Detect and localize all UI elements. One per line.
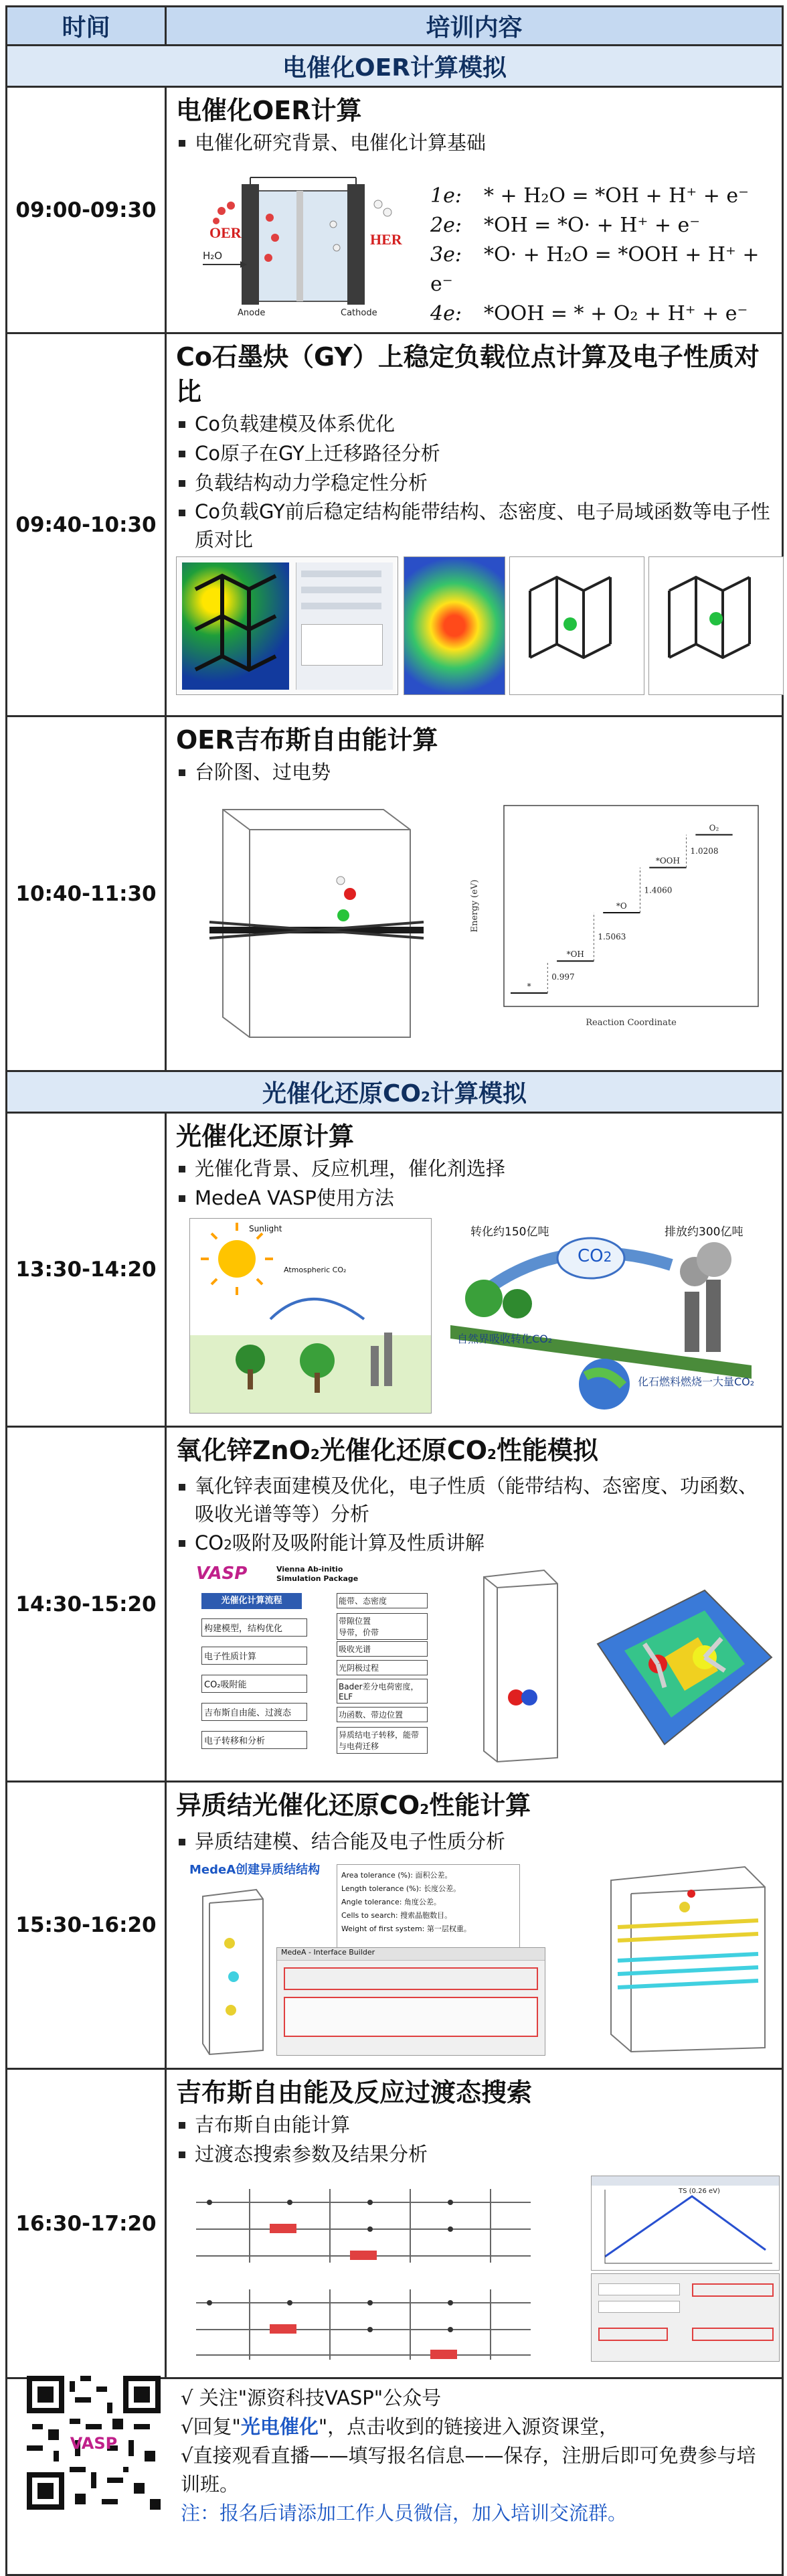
row-title: 电催化OER计算	[176, 96, 362, 125]
free-energy-chart	[464, 796, 772, 1053]
header-content: 培训内容	[166, 7, 783, 46]
step-value: 1.5063	[598, 932, 626, 942]
section-title-text: 计算模拟	[430, 1080, 527, 1108]
title-sub: 2	[487, 1446, 497, 1462]
state-label: *O	[616, 901, 627, 911]
photocatalysis-figure	[176, 1218, 776, 1419]
title-text: 光催化还原CO	[319, 1436, 488, 1465]
zno-cell-model-icon	[470, 1564, 571, 1764]
equation: *OOH = * + O₂ + H⁺ + e⁻	[484, 302, 748, 325]
state-label: O₂	[709, 823, 719, 833]
conversion-label: 转化约150亿吨	[470, 1225, 549, 1239]
row-title	[176, 1788, 776, 1827]
title-text: 氧化锌ZnO	[176, 1436, 311, 1465]
ts-energy-profile-window	[591, 2176, 780, 2271]
sunlight-label: Sunlight	[249, 1224, 282, 1233]
oer-free-energy-figure	[176, 792, 776, 1060]
flow-detail: 吸收光谱	[337, 1641, 428, 1657]
schedule-row	[7, 87, 783, 333]
section-title-sub: 2	[421, 1089, 430, 1105]
bullet-text: 吸附及吸附能计算及性质讲解	[232, 1531, 485, 1554]
emission-label: 排放约300亿吨	[665, 1225, 744, 1239]
bullet: MedeA VASP使用方法	[176, 1183, 776, 1213]
heterojunction-figure	[176, 1860, 776, 2061]
schedule-row	[7, 1782, 783, 2069]
footer-line: √ 关注"源资科技VASP"公众号	[181, 2386, 442, 2409]
row-content	[166, 716, 783, 1071]
row-time: 09:00-09:30	[7, 87, 166, 333]
eq-step: 3e:	[430, 243, 462, 267]
schedule-row	[7, 2069, 783, 2378]
row-title: 光催化还原计算	[176, 1122, 355, 1151]
zno-figure	[176, 1564, 776, 1764]
schedule-row	[7, 716, 783, 1071]
bullet: Co负载建模及体系优化	[176, 409, 776, 439]
header-time: 时间	[7, 7, 166, 46]
dialog-title: MedeA - Interface Builder	[277, 1948, 545, 1961]
flow-title: 光催化计算流程	[201, 1593, 302, 1609]
title-text: 性能计算	[429, 1791, 531, 1820]
ts-profile-icon	[592, 2176, 779, 2270]
row-title: Co石墨炔（GY）上稳定负载位点计算及电子性质对	[176, 342, 760, 372]
interface-builder-dialog	[276, 1947, 545, 2056]
flow-detail: Bader差分电荷密度，ELF	[337, 1679, 428, 1703]
schedule-table	[5, 5, 784, 2576]
co2-conversion-diagram	[444, 1218, 765, 1412]
charge-density-screenshot	[404, 556, 505, 695]
flow-detail: 带隙位置 导带，价带	[337, 1613, 428, 1640]
eq-step: 2e:	[430, 214, 462, 237]
qr-logo: VASP	[70, 2433, 118, 2453]
reaction-network-icon	[183, 2176, 557, 2363]
bullet-sub: 2	[224, 1537, 232, 1553]
state-label: *OH	[566, 950, 584, 960]
qr-code-icon[interactable]	[27, 2376, 161, 2510]
row-title	[176, 1433, 776, 1472]
step-diagram	[464, 796, 772, 1053]
row-content	[166, 2069, 783, 2378]
flow-step: 电子性质计算	[201, 1647, 307, 1665]
row-content	[166, 87, 783, 333]
bullet: 异质结建模、结合能及电子性质分析	[176, 1827, 776, 1856]
step-value: 0.997	[551, 972, 575, 982]
tip-item: Area tolerance (%): 面积公差。	[341, 1871, 452, 1880]
tip-item: Angle tolerance: 角度公差。	[341, 1898, 441, 1906]
step-value: 1.4060	[644, 885, 673, 895]
title-sub: 2	[310, 1446, 320, 1462]
row-time: 13:30-14:20	[7, 1113, 166, 1427]
row-content	[166, 1782, 783, 2069]
co2-text: CO	[578, 1246, 604, 1266]
table-header	[7, 7, 783, 46]
footer-line: √直接观看直播——填写报名信息——保存，注册后即可免费参与培训班。	[181, 2444, 756, 2496]
co2-sub: 2	[603, 1249, 612, 1265]
footer-line	[181, 2413, 770, 2441]
section-title: 电催化OER计算模拟	[7, 46, 783, 87]
row-title: OER吉布斯自由能计算	[176, 725, 438, 755]
carbon-cycle-diagram	[189, 1218, 432, 1414]
schedule-row	[7, 1427, 783, 1782]
charge-density-3d	[584, 1577, 778, 1758]
bullet	[176, 1528, 776, 1560]
co-gy-figure	[176, 556, 776, 697]
section-title-text: 光催化还原CO	[262, 1080, 422, 1108]
flow-detail: 异质结电子转移，能带与电荷迁移	[337, 1727, 428, 1754]
footer-text: √回复"	[181, 2415, 241, 2438]
fossil-label: 化石燃料燃烧一大量CO₂	[638, 1375, 755, 1388]
x-axis-label: Reaction Coordinate	[586, 1018, 677, 1028]
medea-title: MedeA创建异质结结构	[189, 1863, 321, 1877]
atm-co2-label: Atmospheric CO₂	[284, 1266, 347, 1274]
tip-item: Length tolerance (%): 长度公差。	[341, 1884, 461, 1893]
nature-label: 自然界吸收转化CO₂	[457, 1333, 553, 1345]
title-sub: 2	[420, 1801, 430, 1817]
footer-text: "，点击收到的链接进入源资课堂，	[318, 2415, 619, 2438]
bullet-text: CO	[195, 1531, 224, 1554]
section-oer	[7, 46, 783, 87]
row-title-cont: 比	[176, 377, 202, 406]
bullet: 吉布斯自由能计算	[176, 2110, 776, 2139]
flow-detail: 功函数、带边位置	[337, 1707, 428, 1722]
footer-note: 注：报名后请添加工作人员微信，加入培训交流群。	[181, 2502, 628, 2524]
co2-label	[578, 1246, 612, 1266]
gibbs-ts-figure	[176, 2173, 776, 2367]
y-axis-label: Energy (eV)	[470, 879, 480, 933]
ts-label: TS (0.26 eV)	[679, 2188, 720, 2195]
anode-label: Anode	[238, 308, 266, 318]
row-time: 16:30-17:20	[7, 2069, 166, 2378]
schedule-row	[7, 333, 783, 716]
bullet: Co负载GY前后稳定结构能带结构、态密度、电子局域函数等电子性质对比	[176, 498, 776, 554]
elf-map-screenshot	[176, 556, 398, 695]
state-label: *	[527, 982, 531, 991]
oer-label: OER	[209, 224, 242, 241]
eq-step: 1e:	[430, 184, 462, 208]
vasp-flowchart	[196, 1564, 457, 1764]
tip-item: Weight of first system: 第一层权重。	[341, 1924, 471, 1933]
row-time: 14:30-15:20	[7, 1427, 166, 1782]
row-time: 15:30-16:20	[7, 1782, 166, 2069]
bullet: 过渡态搜索参数及结果分析	[176, 2139, 776, 2169]
oer-equations	[430, 181, 776, 329]
flow-detail: 能带、态密度	[337, 1593, 428, 1608]
section-photocatalysis	[7, 1071, 783, 1113]
tip-item: Cells to search: 搜索晶胞数目。	[341, 1911, 452, 1920]
section-title	[7, 1071, 783, 1113]
flow-detail: 光阴极过程	[337, 1660, 428, 1675]
vasp-logo-sub: Vienna Ab-initio	[276, 1565, 343, 1574]
her-label: HER	[370, 231, 402, 248]
footer-notes	[181, 2384, 770, 2528]
keyword-highlight: 光电催化	[240, 2415, 319, 2438]
lattice-icon	[182, 562, 289, 690]
slab-model-icon	[196, 796, 437, 1051]
bullet: 负载结构动力学稳定性分析	[176, 468, 776, 498]
plot-frame	[504, 806, 758, 1006]
charge-map-icon	[584, 1577, 778, 1758]
oer-figure	[176, 161, 776, 325]
h2o-label: H₂O	[203, 250, 223, 262]
vasp-logo-sub: Simulation Package	[276, 1574, 359, 1583]
ts-settings-window	[591, 2273, 780, 2362]
bullet: 氧化锌表面建模及优化，电子性质（能带结构、态密度、功函数、吸收光谱等等）分析	[176, 1472, 776, 1528]
tolerance-tips	[337, 1864, 520, 1954]
unit-cell-icon	[189, 1883, 276, 2057]
bullet: 光催化背景、反应机理，催化剂选择	[176, 1154, 776, 1183]
state-label: *OOH	[655, 856, 680, 866]
electrolysis-cell-diagram	[189, 164, 410, 319]
row-content	[166, 1113, 783, 1427]
equation: *O· + H₂O = *OOH + H⁺ + e⁻	[430, 243, 760, 296]
flow-step: 吉布斯自由能、过渡态	[201, 1703, 307, 1721]
flow-step: 电子转移和分析	[201, 1731, 307, 1749]
cathode-label: Cathode	[341, 308, 377, 318]
row-time: 10:40-11:30	[7, 716, 166, 1071]
structure-view-2	[648, 556, 784, 695]
equation: * + H₂O = *OH + H⁺ + e⁻	[484, 184, 749, 208]
bullet: 电催化研究背景、电催化计算基础	[176, 128, 776, 157]
row-content	[166, 333, 783, 716]
bullet: Co原子在GY上迁移路径分析	[176, 439, 776, 468]
structure-view-1	[509, 556, 644, 695]
eq-step: 4e:	[430, 302, 462, 325]
co-gy-structure-icon	[510, 557, 644, 694]
sun-icon	[190, 1219, 431, 1413]
title-text: 性能模拟	[496, 1436, 598, 1465]
row-title: 吉布斯自由能及反应过渡态搜索	[176, 2078, 533, 2107]
title-text: 异质结光催化还原CO	[176, 1791, 420, 1820]
flow-step: 构建模型，结构优化	[201, 1618, 307, 1637]
step-value: 1.0208	[690, 846, 719, 856]
co-gy-structure-icon	[649, 557, 783, 694]
schedule-row	[7, 1113, 783, 1427]
flow-step: CO₂吸附能	[201, 1675, 307, 1693]
equation: *OH = *O· + H⁺ + e⁻	[484, 214, 701, 237]
vasp-logo: VASP	[196, 1564, 248, 1584]
bullet: 台阶图、过电势	[176, 757, 776, 787]
heterostructure-model-icon	[591, 1860, 772, 2054]
row-content	[166, 1427, 783, 1782]
row-time: 09:40-10:30	[7, 333, 166, 716]
